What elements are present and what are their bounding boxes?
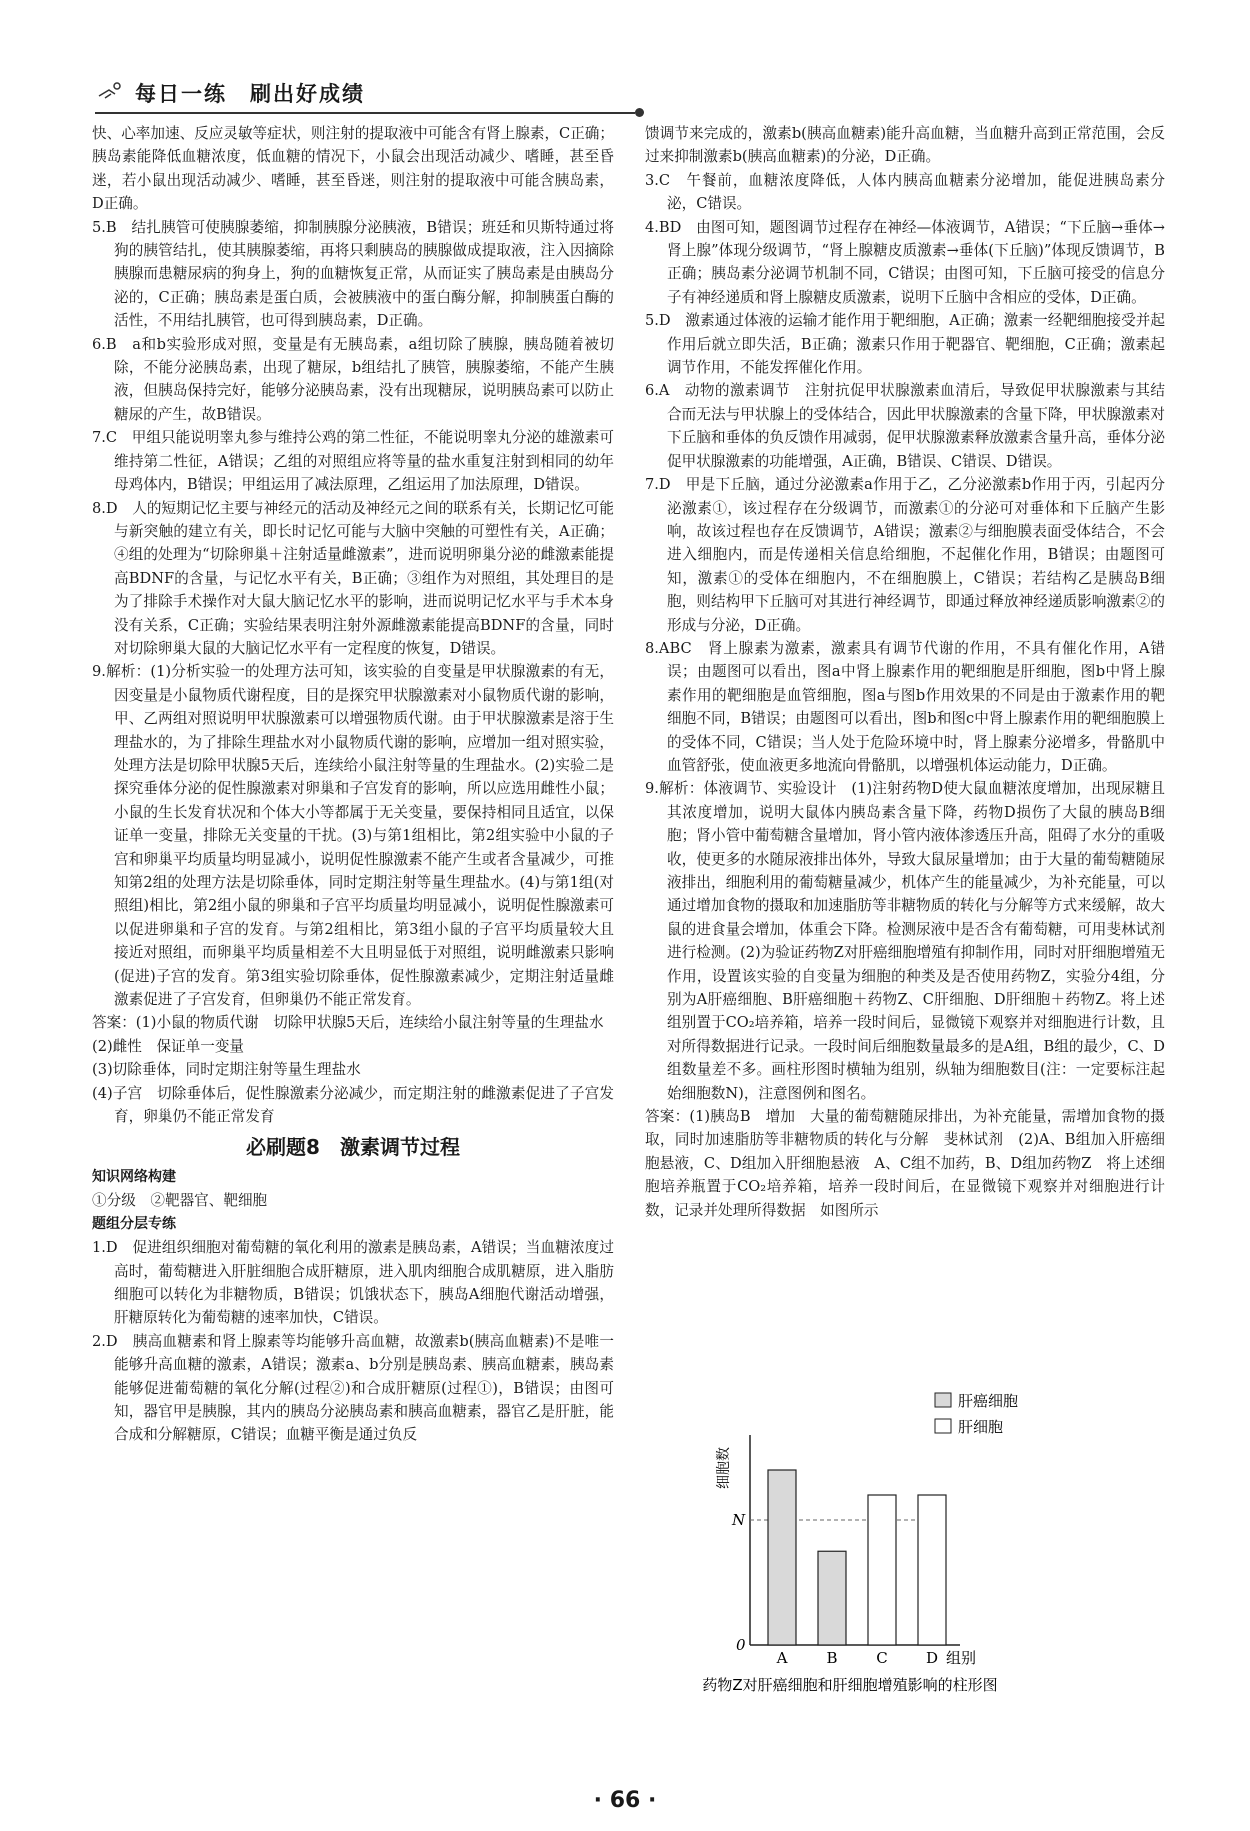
header-title: 每日一练 刷出好成绩 (135, 82, 365, 106)
exercise-title: 题组分层专练 (92, 1215, 176, 1232)
left-column (92, 122, 614, 1447)
paragraph: 1.D 促进组织细胞对葡萄糖的氧化利用的激素是胰岛素，A错误；当血糖浓度过高时，葡萄糖进入肝脏细胞合成肝糖原，进入肌肉细胞合成肌糖原，进入脂肪细胞可以转化为非糖物质，B错误；饥饿状态下，胰岛A细胞代谢活动增强，肝糖原转化为葡萄糖的速率加快，C错误。 (92, 1239, 614, 1327)
answer: 答案：(1)胰岛B 增加 大量的葡萄糖随尿排出，为补充能量，需增加食物的摄取，同时加速脂肪等非糖物质的转化与分解 斐林试剂 (2)A、B组加入肝癌细胞悬液，C、D组加入肝细胞悬液 A、C组不加药，B、D组加药物Z 将上述细胞培养瓶置于CO₂培养箱，培养一段时间后，在显微镜下观察并对细胞进行计数，记录并处理所得数据 如图所示 (645, 1108, 1165, 1219)
x-tick-label: D (925, 1649, 939, 1667)
header-rule (95, 112, 635, 114)
bar (818, 1551, 846, 1645)
x-axis-label: 组别 (946, 1649, 977, 1667)
bar (918, 1495, 946, 1645)
y-tick-label: N (732, 1511, 746, 1529)
chart-title: 药物Z对肝癌细胞和肝细胞增殖影响的柱形图 (702, 1676, 998, 1694)
y-axis-label: 细胞数 (716, 1447, 732, 1489)
paragraph: 2.D 胰高血糖素和肾上腺素等均能够升高血糖，故激素b(胰高血糖素)不是唯一能够升高血糖的激素，A错误；激素a、b分别是胰岛素、胰高血糖素，胰岛素能够促进葡萄糖的氧化分解(过程②)和合成肝糖原(过程①)，B错误；由图可知，器官甲是胰腺，其内的胰岛分泌胰岛素和胰高血糖素，器官乙是肝脏，能合成和分解糖原，C错误；血糖平衡是通过负反 (92, 1332, 614, 1444)
header-dot (635, 108, 644, 117)
answer: 答案：(1)小鼠的物质代谢 切除甲状腺5天后，连续给小鼠注射等量的生理盐水 (92, 1014, 604, 1032)
runner-icon (95, 82, 125, 102)
paragraph: 6.B a和b实验形成对照，变量是有无胰岛素，a组切除了胰腺，胰岛随着被切除，不能分泌胰岛素，出现了糖尿，b组结扎了胰管，胰腺萎缩，不能产生胰液，但胰岛保持完好，能够分泌胰岛素，没有出现糖尿，说明胰岛素可以防止糖尿的产生，故B错误。 (92, 335, 614, 423)
paragraph: 馈调节来完成的，激素b(胰高血糖素)能升高血糖，当血糖升高到正常范围，会反过来抑制激素b(胰高血糖素)的分泌，D正确。 (645, 125, 1165, 166)
paragraph: 快、心率加速、反应灵敏等症状，则注射的提取液中可能含有肾上腺素，C正确；胰岛素能降低血糖浓度，低血糖的情况下，小鼠会出现活动减少、嗜睡，甚至昏迷，若小鼠出现活动减少、嗜睡，甚至昏迷，则注射的提取液中可能含胰岛素，D正确。 (92, 125, 614, 213)
y-tick-label: 0 (736, 1636, 746, 1654)
section-title: 必刷题8 激素调节过程 (246, 1135, 460, 1160)
legend-label: 肝癌细胞 (958, 1392, 1019, 1410)
legend-swatch (935, 1419, 951, 1433)
paragraph: 9.解析：(1)分析实验一的处理方法可知，该实验的自变量是甲状腺激素的有无，因变量是小鼠物质代谢程度，目的是探究甲状腺激素对小鼠物质代谢的影响，甲、乙两组对照说明甲状腺激素可以增强物质代谢。由于甲状腺激素是溶于生理盐水的，为了排除生理盐水对小鼠物质代谢的影响，应增加一组对照实验，处理方法是切除甲状腺5天后，连续给小鼠注射等量的生理盐水。(2)实验二是探究垂体分泌的促性腺激素对卵巢和子宫发育的影响，所以应选用雌性小鼠；小鼠的生长发育状况和个体大小等都属于无关变量，要保持相同且适宜，以保证单一变量，排除无关变量的干扰。(3)与第1组相比，第2组实验中小鼠的子宫和卵巢平均质量均明显减小，说明促性腺激素不能产生或者含量减少，可推知第2组的处理方法是切除垂体，同时定期注射等量生理盐水。(4)与第1组(对照组)相比，第2组小鼠的卵巢和子宫平均质量均明显减小，说明促性腺激素可以促进卵巢和子宫的发育。与第2组相比，第3组小鼠的子宫平均质量较大且接近对照组，而卵巢平均质量相差不大且明显低于对照组，说明雌激素只影响(促进)子宫的发育。第3组实验切除垂体，促性腺激素减少，定期注射适量雌激素促进了子宫发育，但卵巢仍不能正常发育。 (92, 663, 614, 1009)
knowledge-body: ①分级 ②靶器官、靶细胞 (92, 1192, 268, 1210)
paragraph: 4.BD 由图可知，题图调节过程存在神经—体液调节，A错误；“下丘脑→垂体→肾上腺”体现分级调节，“肾上腺糖皮质激素→垂体(下丘脑)”体现反馈调节，B正确；胰岛素分泌调节机制不同，C错误；由图可知，下丘脑可接受的信息分子有神经递质和肾上腺糖皮质激素，说明下丘脑中含相应的受体，D正确。 (645, 218, 1165, 306)
bar (868, 1495, 896, 1645)
paragraph: 3.C 午餐前，血糖浓度降低，人体内胰高血糖素分泌增加，能促进胰岛素分泌，C错误。 (645, 171, 1165, 213)
x-tick-label: A (776, 1649, 788, 1667)
paragraph: 9.解析：体液调节、实验设计 (1)注射药物D使大鼠血糖浓度增加，出现尿糖且其浓度增加，说明大鼠体内胰岛素含量下降，药物D损伤了大鼠的胰岛B细胞；肾小管中葡萄糖含量增加，肾小管内液体渗透压升高，阻碍了水分的重吸收，使更多的水随尿液排出体外，导致大鼠尿量增加；由于大量的葡萄糖随尿液排出，细胞利用的葡萄糖量减少，机体产生的能量减少，为补充能量，可以通过增加食物的摄取和加速脂肪等非糖物质的转化与分解等方式来缓解，故大鼠的进食量会增加，体重会下降。检测尿液中是否含有葡萄糖，可用斐林试剂进行检测。(2)为验证药物Z对肝癌细胞增殖有抑制作用，同时对肝细胞增殖无作用，设置该实验的自变量为细胞的种类及是否使用药物Z，实验分4组，分别为A肝癌细胞、B肝癌细胞＋药物Z、C肝细胞、D肝细胞＋药物Z。将上述组别置于CO₂培养箱，培养一段时间后，显微镜下观察并对细胞进行计数，且对所得数据进行记录。一段时间后细胞数量最多的是A组，B组的最少，C、D组数量差不多。画柱形图时横轴为组别，纵轴为细胞数目(注：一定要标注起始细胞数N)，注意图例和图名。 (645, 780, 1165, 1102)
paragraph: 5.B 结扎胰管可使胰腺萎缩，抑制胰腺分泌胰液，B错误；班廷和贝斯特通过将狗的胰管结扎，使其胰腺萎缩，再将只剩胰岛的胰腺做成提取液，注入因摘除胰腺而患糖尿病的狗身上，狗的血糖恢复正常，从而证实了胰岛素是由胰岛分泌的，C正确；胰岛素是蛋白质，会被胰液中的蛋白酶分解，抑制胰蛋白酶的活性，不用结扎胰管，也可得到胰岛素，D正确。 (92, 218, 614, 330)
paragraph: 8.D 人的短期记忆主要与神经元的活动及神经元之间的联系有关，长期记忆可能与新突触的建立有关，即长时记忆可能与大脑中突触的可塑性有关，A正确；④组的处理为“切除卵巢＋注射适量雌激素”，进而说明卵巢分泌的雌激素能提高BDNF的含量，与记忆水平有关，B正确；③组作为对照组，其处理目的是为了排除手术操作对大鼠大脑记忆水平的影响，进而说明记忆水平与手术本身没有关系，C正确；实验结果表明注射外源雌激素能提高BDNF的含量，同时对切除卵巢大鼠的大脑记忆水平有一定程度的恢复，D错误。 (92, 499, 614, 657)
paragraph: 5.D 激素通过体液的运输才能作用于靶细胞，A正确；激素一经靶细胞接受并起作用后就立即失活，B正确；激素只作用于靶器官、靶细胞，C正确；激素起调节作用，不能发挥催化作用。 (645, 312, 1165, 377)
paragraph: 7.D 甲是下丘脑，通过分泌激素a作用于乙，乙分泌激素b作用于丙，引起丙分泌激素①，该过程存在分级调节，而激素①的分泌可对垂体和下丘脑产生影响，故该过程也存在反馈调节，A错误；激素②与细胞膜表面受体结合，不会进入细胞内，而是传递相关信息给细胞，不起催化作用，B错误；由题图可知，激素①的受体在细胞内，不在细胞膜上，C错误；若结构乙是胰岛B细胞，则结构甲下丘脑可对其进行神经调节，即通过释放神经递质影响激素②的形成与分泌，D正确。 (645, 476, 1165, 634)
x-tick-label: B (826, 1649, 838, 1667)
knowledge-title: 知识网络构建 (92, 1168, 176, 1185)
page-number: · 66 · (593, 1788, 657, 1813)
right-column (645, 122, 1165, 1222)
page-header (95, 78, 1175, 108)
bar (768, 1470, 796, 1645)
answer: (2)雌性 保证单一变量 (92, 1037, 245, 1055)
paragraph: 7.C 甲组只能说明睾丸参与维持公鸡的第二性征，不能说明睾丸分泌的雄激素可维持第二性征，A错误；乙组的对照组应将等量的盐水重复注射到相同的幼年母鸡体内，B错误；甲组运用了减法原理，乙组运用了加法原理，D错误。 (92, 429, 614, 494)
legend-swatch (935, 1393, 951, 1407)
legend-label: 肝细胞 (958, 1418, 1004, 1436)
answer: (3)切除垂体，同时定期注射等量生理盐水 (92, 1061, 361, 1079)
answer: (4)子宫 切除垂体后，促性腺激素分泌减少，而定期注射的雌激素促进了子宫发育，卵巢仍不能正常发育 (92, 1084, 614, 1126)
x-tick-label: C (876, 1649, 888, 1667)
paragraph: 6.A 动物的激素调节 注射抗促甲状腺激素血清后，导致促甲状腺激素与其结合而无法与甲状腺上的受体结合，因此甲状腺激素的含量下降，甲状腺激素对下丘脑和垂体的负反馈作用减弱，促甲状腺激素释放激素含量升高，垂体分泌促甲状腺激素的功能增强，A正确，B错误、C错误、D错误。 (645, 382, 1165, 470)
paragraph: 8.ABC 肾上腺素为激素，激素具有调节代谢的作用，不具有催化作用，A错误；由题图可以看出，图a中肾上腺素作用的靶细胞是肝细胞，图b中肾上腺素作用的靶细胞是血管细胞，图a与图b作用效果的不同是由于激素作用的靶细胞不同，B错误；由题图可以看出，图b和图c中肾上腺素作用的靶细胞膜上的受体不同，C错误；当人处于危险环境中时，肾上腺素分泌增多，骨骼肌中血管舒张，使血液更多地流向骨骼肌，以增强机体运动能力，D正确。 (645, 639, 1165, 774)
bar-chart (700, 1385, 1120, 1705)
